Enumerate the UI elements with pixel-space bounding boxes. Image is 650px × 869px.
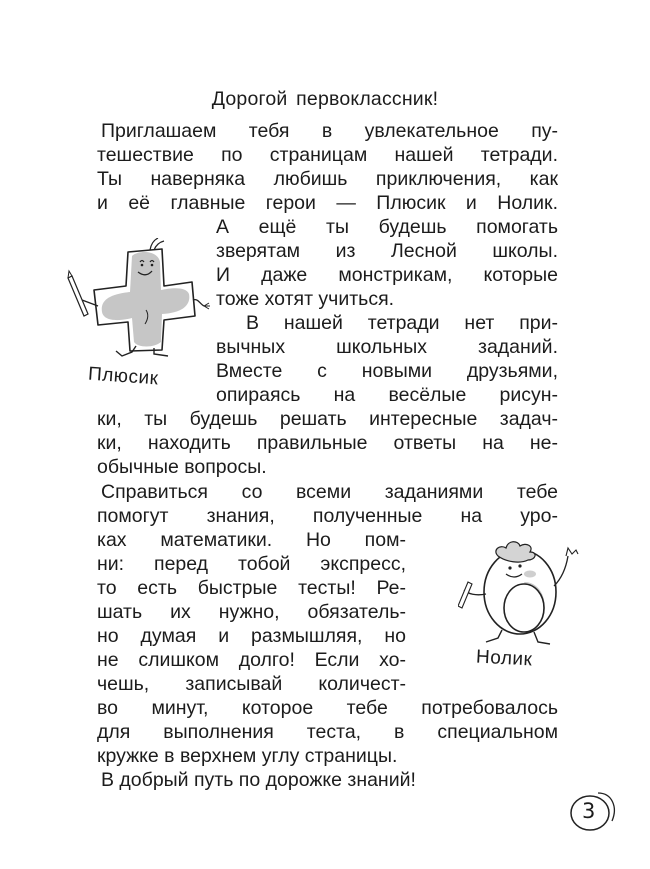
text-line: то есть быстрые тесты! Ре- — [97, 577, 406, 599]
text-line: вычных школьных заданий. — [216, 336, 558, 358]
text-line: помогут знания, полученные на уро- — [97, 505, 558, 527]
text-line: но думая и размышляя, но — [97, 625, 406, 647]
text-line: ках математики. Но пом- — [97, 529, 406, 551]
text-line: Приглашаем тебя в увлекательное пу- — [101, 120, 558, 142]
page-title: Дорогой первоклассник! — [211, 88, 439, 110]
text-line: зверятам из Лесной школы. — [216, 240, 558, 262]
zero-character-name: Нолик — [475, 646, 533, 671]
text-line: И даже монстрикам, которые — [216, 264, 558, 286]
text-line: обычные вопросы. — [97, 456, 267, 478]
plus-character-name: Плюсик — [87, 363, 160, 390]
text-line: опираясь на весёлые рисун- — [216, 384, 558, 406]
text-line: Ты наверняка любишь приключения, как — [97, 168, 558, 190]
text-line: Вместе с новыми друзьями, — [216, 360, 558, 382]
text-line: кружке в верхнем углу страницы. — [97, 745, 398, 767]
zero-character-illustration — [458, 538, 586, 648]
text-line: для выполнения теста, в специальном — [97, 721, 558, 743]
plus-character-illustration — [58, 238, 218, 358]
text-line: В добрый путь по дорожке знаний! — [101, 769, 416, 791]
text-line: тешествие по страницам нашей тетради. — [97, 144, 558, 166]
text-line: ки, ты будешь решать интересные задач- — [97, 408, 558, 430]
text-line: во минут, которое тебе потребовалось — [97, 697, 558, 719]
text-line: А ещё ты будешь помогать — [216, 216, 558, 238]
text-line: и её главные герои — Плюсик и Нолик. — [97, 192, 558, 214]
text-line: ки, находить правильные ответы на не- — [97, 432, 558, 454]
page-number-badge — [568, 787, 622, 835]
text-line: чешь, записывай количест- — [97, 673, 406, 695]
text-line: В нашей тетради нет при- — [246, 312, 558, 334]
text-line: шать их нужно, обязатель- — [97, 601, 406, 623]
text-line: тоже хотят учиться. — [216, 288, 395, 310]
page-number: 3 — [582, 799, 596, 823]
text-line: не слишком долго! Если хо- — [97, 649, 406, 671]
text-line: ни: перед тобой экспресс, — [97, 553, 406, 575]
text-line: Справиться со всеми заданиями тебе — [101, 481, 558, 503]
